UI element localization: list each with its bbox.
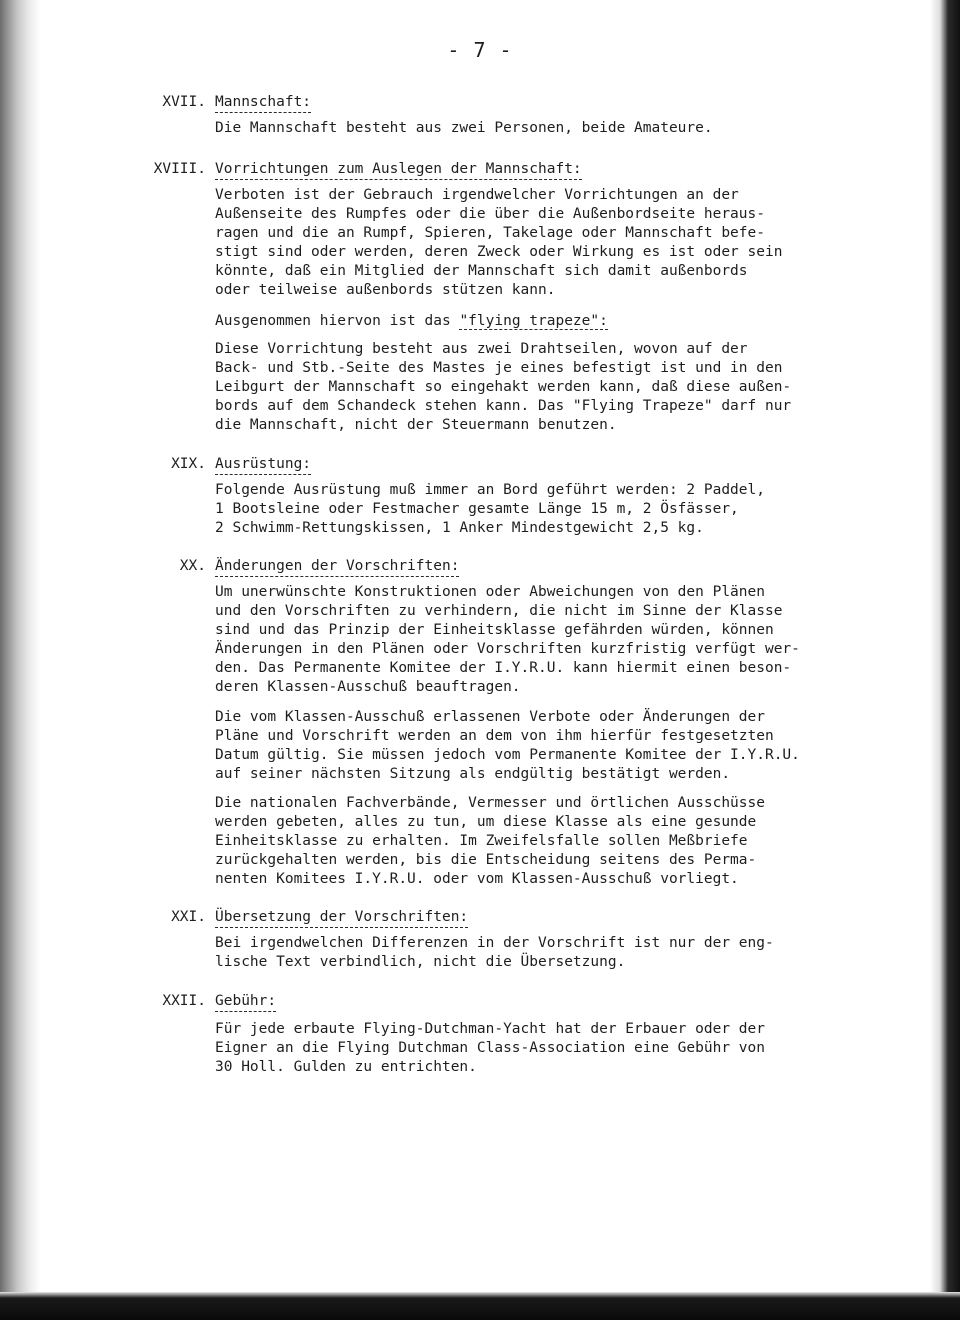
text-line: 2 Schwimm-Rettungskissen, 1 Anker Mindestgewicht 2,5 kg. (215, 520, 704, 536)
paragraph (215, 794, 915, 889)
text-line: 1 Bootsleine oder Festmacher gesamte Länge 15 m, 2 Ösfässer, (215, 501, 739, 517)
paragraph (215, 340, 915, 435)
section-heading: Übersetzung der Vorschriften: (215, 908, 468, 928)
section-number: XVIII. (153, 161, 206, 177)
paragraph (215, 1020, 915, 1077)
scan-shadow-bottom (0, 1292, 960, 1320)
text-line: Die nationalen Fachverbände, Vermesser und örtlichen Ausschüsse (215, 795, 765, 811)
text-line: könnte, daß ein Mitglied der Mannschaft sich damit außenbords (215, 263, 748, 279)
scan-shadow-right (930, 0, 960, 1320)
text-line: Verboten ist der Gebrauch irgendwelcher Vorrichtungen an der (215, 187, 739, 203)
text-line: Leibgurt der Mannschaft so eingehakt werden kann, daß diese außen- (215, 379, 792, 395)
text-line: Bei irgendwelchen Differenzen in der Vorschrift ist nur der eng- (215, 935, 774, 951)
text-line: Datum gültig. Sie müssen jedoch vom Permanente Komitee der I.Y.R.U. (215, 747, 800, 763)
exception-line (215, 312, 915, 331)
section-heading: Mannschaft: (215, 93, 311, 113)
exception-prefix: Ausgenommen hiervon ist das (215, 313, 460, 329)
section-heading: Vorrichtungen zum Auslegen der Mannschaft: (215, 160, 582, 180)
section-number: XX. (179, 558, 206, 574)
text-line: den. Das Permanente Komitee der I.Y.R.U. kann hiermit einen beson- (215, 660, 792, 676)
section-number: XXII. (162, 993, 206, 1009)
text-line: lische Text verbindlich, nicht die Übersetzung. (215, 954, 626, 970)
text-line: Diese Vorrichtung besteht aus zwei Drahtseilen, wovon auf der (215, 341, 748, 357)
text-line: Folgende Ausrüstung muß immer an Bord geführt werden: 2 Paddel, (215, 482, 765, 498)
text-line: nenten Komitees I.Y.R.U. oder vom Klassen-Ausschuß vorliegt. (215, 871, 739, 887)
section-number: XIX. (171, 456, 206, 472)
text-line: und den Vorschriften zu verhindern, die nicht im Sinne der Klasse (215, 603, 783, 619)
paragraph (215, 583, 915, 697)
paragraph (215, 708, 915, 784)
section-number: XXI. (171, 909, 206, 925)
text-line: Außenseite des Rumpfes oder die über die Außenbordseite heraus- (215, 206, 765, 222)
text-line: Einheitsklasse zu erhalten. Im Zweifelsfalle sollen Meßbriefe (215, 833, 748, 849)
text-line: Für jede erbaute Flying-Dutchman-Yacht hat der Erbauer oder der (215, 1021, 765, 1037)
text-line: sind und das Prinzip der Einheitsklasse gefährden würden, können (215, 622, 774, 638)
text-line: Eigner an die Flying Dutchman Class-Association eine Gebühr von (215, 1040, 765, 1056)
exception-text (215, 312, 915, 331)
paragraph (215, 481, 915, 538)
text-line: oder teilweise außenbords stützen kann. (215, 282, 556, 298)
section-heading: Gebühr: (215, 992, 276, 1012)
text-line: Die vom Klassen-Ausschuß erlassenen Verbote oder Änderungen der (215, 709, 765, 725)
section-heading: Ausrüstung: (215, 455, 311, 475)
paragraph (215, 186, 915, 300)
text-line: Back- und Stb.-Seite des Mastes je eines befestigt ist und in den (215, 360, 783, 376)
page-number: - 7 - (447, 38, 513, 62)
text-line: bords auf dem Schandeck stehen kann. Das "Flying Trapeze" darf nur (215, 398, 792, 414)
section-number: XVII. (162, 94, 206, 110)
text-line: Pläne und Vorschrift werden an dem von ihm hierfür festgesetzten (215, 728, 774, 744)
text-line: auf seiner nächsten Sitzung als endgültig bestätigt werden. (215, 766, 731, 782)
text-line: Die Mannschaft besteht aus zwei Personen, beide Amateure. (215, 120, 713, 136)
text-line: werden gebeten, alles zu tun, um diese Klasse als eine gesunde (215, 814, 757, 830)
exception-term: "flying trapeze": (459, 313, 608, 329)
text-line: die Mannschaft, nicht der Steuermann benutzen. (215, 417, 617, 433)
paragraph (215, 119, 915, 138)
text-line: stigt sind oder werden, deren Zweck oder Wirkung es ist oder sein (215, 244, 783, 260)
scan-shadow-left (0, 0, 40, 1320)
text-line: Änderungen in den Plänen oder Vorschriften kurzfristig verfügt wer- (215, 641, 800, 657)
text-line: Um unerwünschte Konstruktionen oder Abweichungen von den Plänen (215, 584, 765, 600)
text-line: deren Klassen-Ausschuß beauftragen. (215, 679, 521, 695)
text-line: zurückgehalten werden, bis die Entscheidung seitens des Perma- (215, 852, 757, 868)
paragraph (215, 934, 915, 972)
text-line: ragen und die an Rumpf, Spieren, Takelage oder Mannschaft befe- (215, 225, 765, 241)
section-heading: Änderungen der Vorschriften: (215, 557, 459, 577)
text-line: 30 Holl. Gulden zu entrichten. (215, 1059, 477, 1075)
